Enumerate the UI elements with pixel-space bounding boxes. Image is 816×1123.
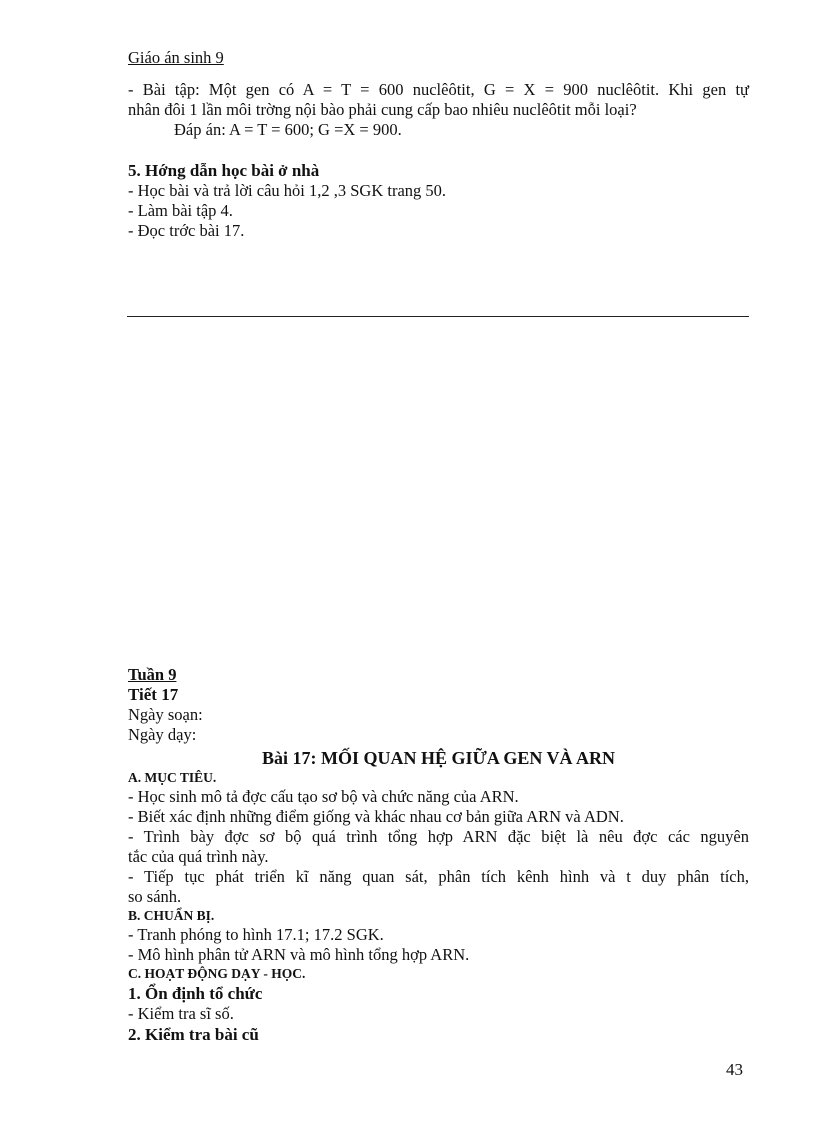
page-header bbox=[128, 48, 749, 68]
lesson-block bbox=[128, 665, 749, 1045]
preparation-item: - Tranh phóng to hình 17.1; 17.2 SGK. bbox=[128, 925, 384, 944]
objective-item: - Học sinh mô tả đợc cấu tạo sơ bộ và chức năng của ARN. bbox=[128, 787, 519, 806]
activities-heading: C. HOẠT ĐỘNG DẠY - HỌC. bbox=[128, 966, 306, 981]
section-divider bbox=[127, 316, 749, 317]
homework-block bbox=[128, 160, 749, 241]
objective-item: - Tiếp tục phát triển kĩ năng quan sát, phân tích kênh hình và t duy phân tích, bbox=[128, 867, 749, 886]
objective-item: so sánh. bbox=[128, 887, 182, 906]
exercise-line-2: nhân đôi 1 lần môi trờng nội bào phải cung cấp bao nhiêu nuclêôtit mỗi loại? bbox=[128, 100, 637, 119]
prep-date-label: Ngày soạn: bbox=[128, 705, 203, 724]
preparation-heading: B. CHUẨN BỊ. bbox=[128, 908, 215, 923]
teach-date-label: Ngày dạy: bbox=[128, 725, 197, 744]
objective-item: - Biết xác định những điểm giống và khác nhau cơ bản giữa ARN và ADN. bbox=[128, 807, 624, 826]
exercise-answer: Đáp án: A = T = 600; G =X = 900. bbox=[174, 120, 402, 139]
exercise-line-1: - Bài tập: Một gen có A = T = 600 nuclêôtit, G = X = 900 nuclêôtit. Khi gen tự bbox=[128, 80, 749, 99]
week-label: Tuần 9 bbox=[128, 665, 177, 684]
period-label: Tiết 17 bbox=[128, 685, 179, 704]
homework-heading: 5. Hớng dẫn học bài ở nhà bbox=[128, 161, 320, 180]
step1-heading: 1. Ổn định tổ chức bbox=[128, 984, 263, 1003]
page-number: 43 bbox=[726, 1060, 743, 1079]
preparation-item: - Mô hình phân tử ARN và mô hình tổng hợp ARN. bbox=[128, 945, 470, 964]
objective-item: - Trình bày đợc sơ bộ quá trình tổng hợp ARN đặc biệt là nêu đợc các nguyên bbox=[128, 827, 749, 846]
homework-item: - Đọc trớc bài 17. bbox=[128, 221, 245, 240]
step1-item: - Kiểm tra sĩ số. bbox=[128, 1004, 234, 1023]
homework-item: - Làm bài tập 4. bbox=[128, 201, 233, 220]
step2-heading: 2. Kiểm tra bài cũ bbox=[128, 1025, 259, 1044]
header-title: Giáo án sinh 9 bbox=[128, 48, 224, 67]
objectives-heading: A. MỤC TIÊU. bbox=[128, 770, 217, 785]
homework-item: - Học bài và trả lời câu hỏi 1,2 ,3 SGK trang 50. bbox=[128, 181, 447, 200]
objective-item: tắc của quá trình này. bbox=[128, 847, 269, 866]
exercise-block bbox=[128, 80, 749, 140]
lesson-title: Bài 17: MỐI QUAN HỆ GIỮA GEN VÀ ARN bbox=[261, 748, 616, 768]
